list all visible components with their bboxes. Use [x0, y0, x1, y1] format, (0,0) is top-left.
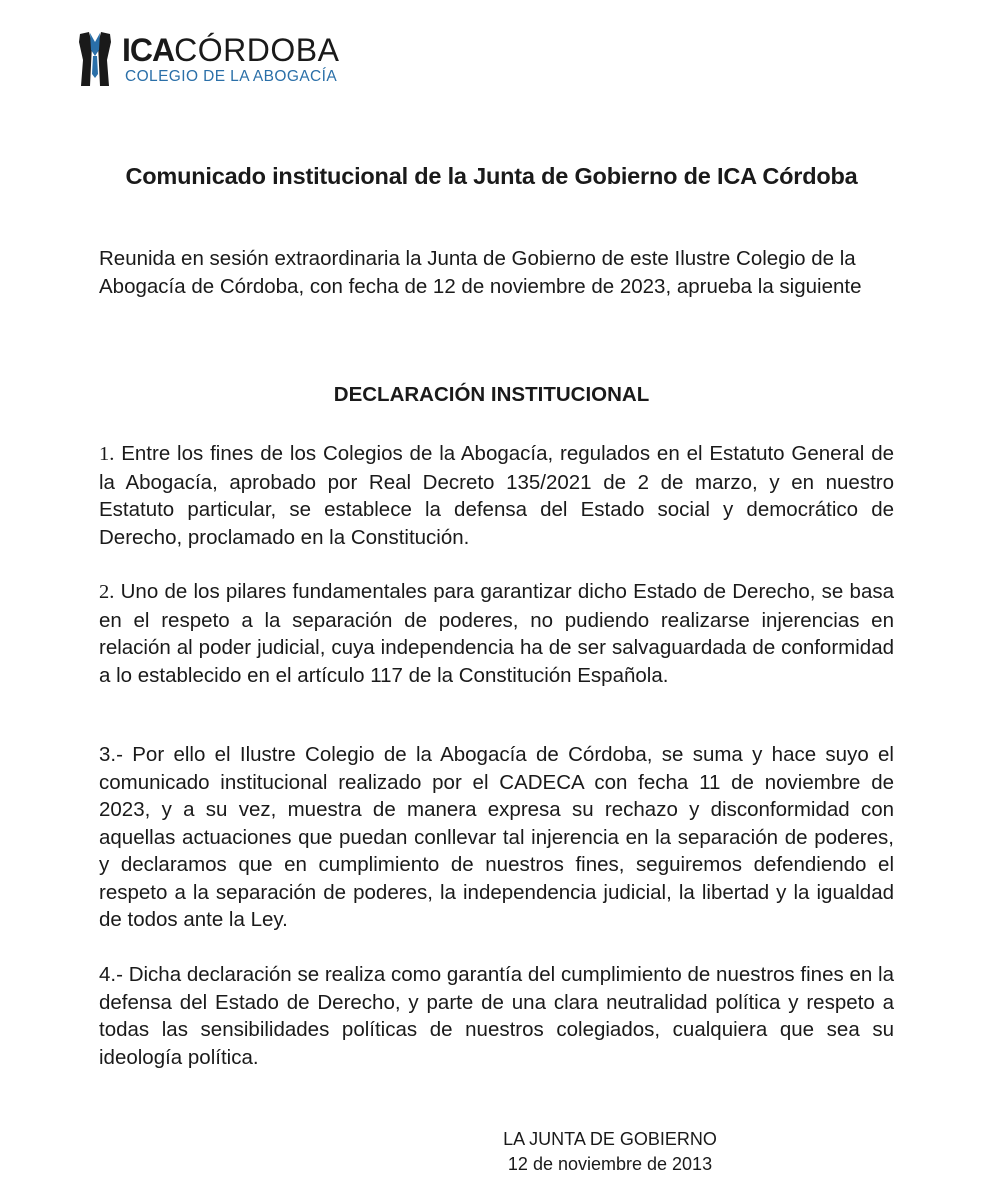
logo-ica-text: ICA [122, 32, 175, 68]
declaration-point-2 [99, 578, 894, 689]
point-number: 1. [99, 443, 115, 465]
logo-subtitle: COLEGIO DE LA ABOGACÍA [125, 68, 338, 85]
lawyer-robe-icon [78, 30, 112, 88]
declaration-point-3 [99, 741, 894, 934]
intro-paragraph: Reunida en sesión extraordinaria la Junta de Gobierno de este Ilustre Colegio de la Abogacía de Córdoba, con fecha de 12 de noviembre de 2023, aprueba la siguiente [99, 247, 862, 298]
declaration-point-1 [99, 440, 894, 551]
point-text: Por ello el Ilustre Colegio de la Abogacía de Córdoba, se suma y hace suyo el comunicado institucional realizado por el CADECA con fecha 11 de noviembre de 2023, y a su vez, muestra de manera expresa su rechazo y disconformidad con aquellas actuaciones que puedan conllevar tal injerencia en la separación de poderes, y declaramos que en cumplimiento de nuestros fines, seguiremos defendiendo el respeto a la separación de poderes, la independencia judicial, la libertad y la igualdad de todos ante la Ley. [99, 743, 894, 931]
point-text: Entre los fines de los Colegios de la Abogacía, regulados en el Estatuto General de la Abogacía, aprobado por Real Decreto 135/2021 de 2 de marzo, y en nuestro Estatuto particular, se establece la defensa del Estado social y democrático de Derecho, proclamado en la Constitución. [99, 442, 894, 549]
point-number: 2. [99, 581, 115, 603]
point-text: Dicha declaración se realiza como garantía del cumplimiento de nuestros fines en la defensa del Estado de Derecho, y parte de una clara neutralidad política y respeto a todas las sensibilidades políticas de nuestros colegiados, cualquiera que sea su ideología política. [99, 963, 894, 1069]
declaration-heading: DECLARACIÓN INSTITUCIONAL [333, 383, 650, 406]
signature-block [470, 1127, 750, 1177]
declaration-point-4 [99, 961, 894, 1071]
logo-cordoba-text: CÓRDOBA [174, 32, 340, 68]
point-number: 3.- [99, 743, 123, 766]
signature-name: LA JUNTA DE GOBIERNO [503, 1129, 717, 1149]
document-title: Comunicado institucional de la Junta de Gobierno de ICA Córdoba [125, 163, 858, 189]
signature-date: 12 de noviembre de 2013 [507, 1154, 713, 1174]
logo-wordmark [122, 32, 339, 68]
point-number: 4.- [99, 963, 123, 986]
point-text: Uno de los pilares fundamentales para garantizar dicho Estado de Derecho, se basa en el respeto a la separación de poderes, no pudiendo realizarse injerencias en relación al poder judicial, cuya independencia ha de ser salvaguardada de conformidad a lo establecido en el artículo 117 de la Constitución Española. [99, 580, 894, 687]
ica-cordoba-logo [78, 30, 378, 90]
